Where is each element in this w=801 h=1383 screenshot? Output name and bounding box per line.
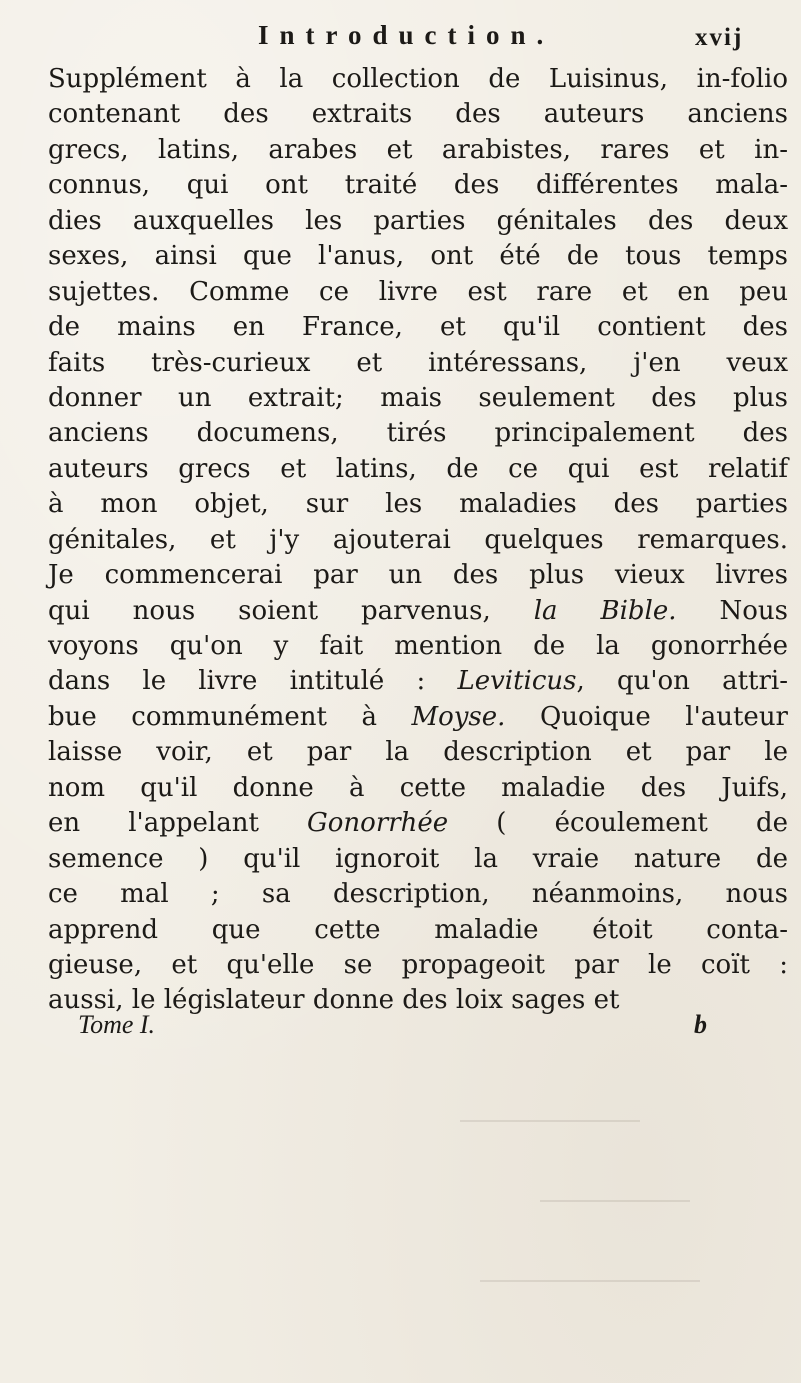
text-line xyxy=(48,948,788,983)
text-segment: contenant des extraits des auteurs anciens xyxy=(48,99,788,130)
text-segment: semence ) qu'il ignoroit la vraie nature de xyxy=(48,843,788,874)
text-segment: génitales, et j'y ajouterai quelques remarques. xyxy=(48,524,788,555)
text-line xyxy=(48,381,788,416)
text-segment: apprend que cette maladie étoit conta- xyxy=(48,914,788,945)
text-segment: laisse voir, et par la description et par le xyxy=(48,737,788,768)
text-line xyxy=(48,168,788,203)
text-segment: dies auxquelles les parties génitales des deux xyxy=(48,205,788,236)
page-number: xvij xyxy=(695,24,744,51)
text-line xyxy=(48,133,788,168)
text-segment: sujettes. Comme ce livre est rare et en peu xyxy=(48,276,788,307)
text-line xyxy=(48,558,788,593)
text-segment: , qu'on attri- xyxy=(576,666,788,697)
text-line xyxy=(48,204,788,239)
text-line xyxy=(48,275,788,310)
text-segment: Nous xyxy=(676,595,788,626)
text-line xyxy=(48,700,788,735)
text-segment: anciens documens, tirés principalement des xyxy=(48,418,788,449)
gathering-signature: b xyxy=(694,1010,707,1039)
italic-text: la Bible. xyxy=(533,595,677,626)
italic-text: Moyse. xyxy=(411,701,506,732)
text-segment: sexes, ainsi que l'anus, ont été de tous temps xyxy=(48,241,788,272)
text-segment: faits très-curieux et intéressans, j'en veux xyxy=(48,347,788,378)
text-segment: gieuse, et qu'elle se propageoit par le coït : xyxy=(48,949,788,980)
text-line xyxy=(48,346,788,381)
text-segment: voyons qu'on y fait mention de la gonorrhée xyxy=(48,631,788,661)
running-head xyxy=(0,14,801,54)
text-line xyxy=(48,842,788,877)
text-line xyxy=(48,735,788,770)
text-line xyxy=(48,594,788,629)
text-segment: Supplément à la collection de Luisinus, in-folio xyxy=(48,64,788,94)
running-title: Introduction. xyxy=(258,20,555,50)
text-segment: connus, qui ont traité des différentes mala- xyxy=(48,170,788,201)
italic-text: Gonorrhée xyxy=(307,808,449,839)
text-segment: bue communément à xyxy=(48,701,412,732)
text-segment: donner un extrait; mais seulement des plus xyxy=(48,382,788,413)
text-line xyxy=(48,771,788,806)
text-line xyxy=(48,487,788,522)
text-line xyxy=(48,97,788,132)
text-segment: dans le livre intitulé : xyxy=(48,666,458,697)
text-segment: ( écoulement de xyxy=(448,808,788,839)
text-segment: auteurs grecs et latins, de ce qui est relatif xyxy=(48,453,788,484)
text-segment: grecs, latins, arabes et arabistes, rares et in- xyxy=(48,134,788,165)
text-line xyxy=(48,629,788,664)
text-line xyxy=(48,62,788,97)
paper-show-through xyxy=(420,1090,750,1350)
text-segment: à mon objet, sur les maladies des parties xyxy=(48,489,788,520)
page-footer xyxy=(0,1010,801,1050)
text-line xyxy=(48,806,788,841)
text-segment: de mains en France, et qu'il contient des xyxy=(48,312,788,343)
text-line xyxy=(48,416,788,451)
text-line xyxy=(48,877,788,912)
text-segment: Quoique l'auteur xyxy=(505,701,788,732)
text-segment: en l'appelant xyxy=(48,808,307,839)
text-segment: ce mal ; sa description, néanmoins, nous xyxy=(48,879,788,910)
text-line xyxy=(48,523,788,558)
volume-signature: Tome I. xyxy=(78,1010,156,1039)
text-segment: nom qu'il donne à cette maladie des Juifs, xyxy=(48,772,788,803)
text-segment: Je commencerai par un des plus vieux livres xyxy=(48,560,788,591)
text-segment: aussi, le législateur donne des loix sages et xyxy=(48,985,620,1016)
text-segment: qui nous soient parvenus, xyxy=(48,595,534,626)
text-line xyxy=(48,913,788,948)
text-line xyxy=(48,310,788,345)
text-line xyxy=(48,239,788,274)
body-text xyxy=(48,62,788,1019)
italic-text: Leviticus xyxy=(457,666,577,697)
text-line xyxy=(48,452,788,487)
text-line xyxy=(48,664,788,699)
